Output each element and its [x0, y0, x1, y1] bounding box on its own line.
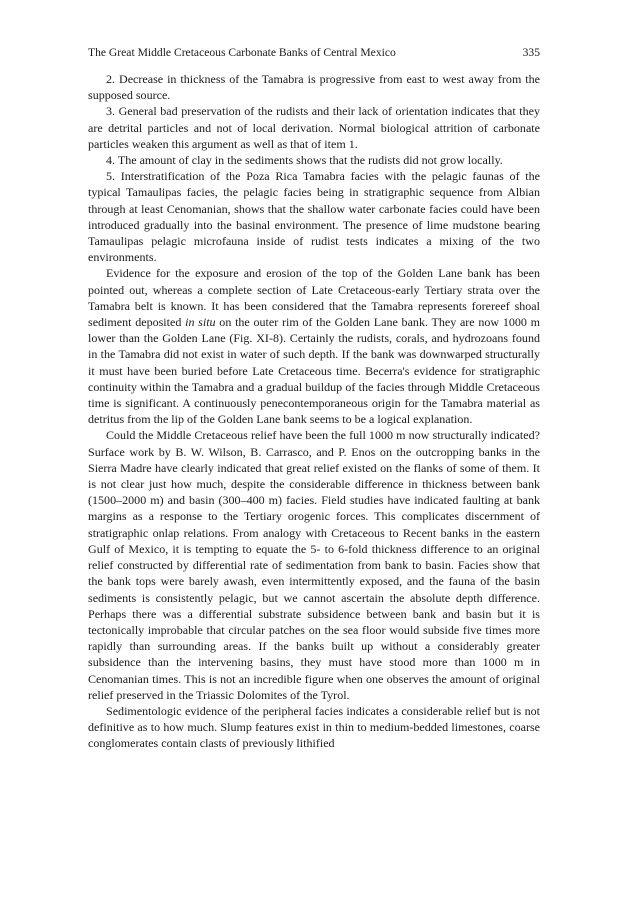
list-item-4: 4. The amount of clay in the sediments shows that the rudists did not grow locally.: [106, 153, 503, 168]
paragraph-evidence-part-2: on the outer rim of the Golden Lane bank. They are now 1000 m lower than the Golden Lane (Fig. XI-8). Certainly the rudists, corals, and hydrozoans found in the Tamabra did not exist in water of such depth. If the bank was downwarped structurally it must have been buried before Late Cretaceous time. Becerra's evidence for stratigraphic continuity within the Tamabra and a gradual buildup of the facies through Middle Cretaceous time is significant. A continuously penecontemporaneous origin for the Tamabra material as detritus from the lip of the Golden Lane bank seems to be a logical explanation.: [88, 315, 540, 427]
body-text: [88, 71, 540, 752]
page-number: 335: [522, 46, 540, 59]
running-header: [88, 46, 540, 60]
paragraph-relief: Could the Middle Cretaceous relief have been the full 1000 m now structurally indicated? Surface work by B. W. Wilson, B. Carrasco, and P. Enos on the outcropping banks in the Sierra Madre have clearly indicated that great relief existed on the flanks of some of them. It is not clear just how much, despite the considerable difference in thickness between bank (1500–2000 m) and basin (300–400 m) facies. Field studies have indicated faulting at bank margins as a response to the Tertiary orogenic forces. This complicates discernment of stratigraphic onlap relations. From analogy with Cretaceous to Recent banks in the eastern Gulf of Mexico, it is tempting to equate the 5- to 6-fold thickness difference to an original relief constructed by differential rate of sedimentation from bank to basin. Facies show that the bank tops were barely awash, even intermittently exposed, and the fauna of the basin sediments is consistently pelagic, but we cannot ascertain the absolute depth difference. Perhaps there was a differential substrate subsidence between bank and basin but it is tectonically improbable that circular patches on the sea floor would subside five times more rapidly than surrounding areas. If the banks built up without a considerably greater subsidence than the intervening basins, they must have stood more than 1000 m in Cenomanian times. This is not an incredible figure when one observes the amount of original relief preserved in the Triassic Dolomites of the Tyrol.: [88, 428, 540, 702]
list-item-5: 5. Interstratification of the Poza Rica Tamabra facies with the pelagic faunas of the typical Tamaulipas facies, the pelagic facies being in stratigraphic sequence from Albian through at least Cenomanian, shows that the shallow water carbonate facies could have been introduced gradually into the basinal environment. The presence of lime mudstone bearing Tamaulipas pelagic microfauna inside of rudist tests indicates a mixing of the two environments.: [88, 169, 540, 265]
paragraph-evidence-emphasis: in situ: [185, 315, 216, 330]
running-title: The Great Middle Cretaceous Carbonate Banks of Central Mexico: [88, 46, 396, 59]
list-item-2: 2. Decrease in thickness of the Tamabra is progressive from east to west away from the supposed source.: [88, 72, 540, 103]
list-item-3: 3. General bad preservation of the rudists and their lack of orientation indicates that they are detrital particles and not of local derivation. Normal biological attrition of carbonate particles weaken this argument as well as that of item 1.: [88, 104, 540, 151]
paragraph-evidence-part-1: Evidence for the exposure and erosion of the top of the Golden Lane bank has been pointed out, whereas a complete section of Late Cretaceous-early Tertiary strata over the Tamabra belt is known. It has been considered that the Tamabra represents forereef shoal sediment deposited: [88, 266, 540, 330]
paragraph-evidence: [88, 265, 540, 427]
document-page: [88, 46, 540, 752]
paragraph-sedimentologic: Sedimentologic evidence of the peripheral facies indicates a considerable relief but is not definitive as to how much. Slump features exist in thin to medium-bedded limestones, coarse conglomerates contain clasts of previously lithified: [88, 703, 540, 751]
